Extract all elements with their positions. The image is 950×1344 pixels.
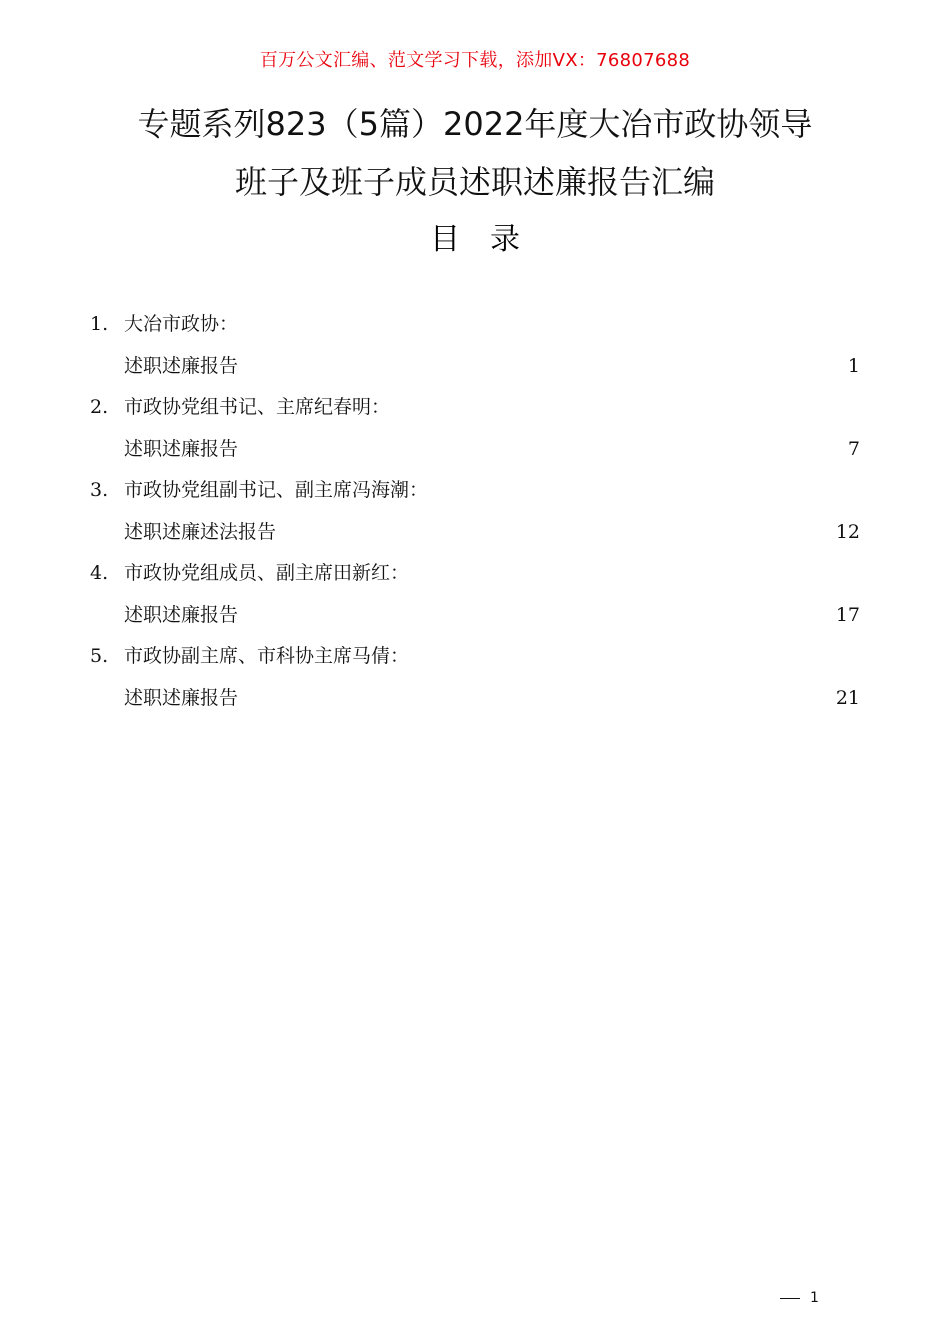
toc-entry-number: 1. xyxy=(90,313,109,335)
document-title-line-1: 专题系列823（5篇）2022年度大冶市政协领导 xyxy=(137,105,813,143)
toc-entry-number: 3. xyxy=(90,479,109,501)
toc-entry-number: 5. xyxy=(90,645,109,667)
table-of-contents xyxy=(90,304,860,719)
footer-page-number: 1 xyxy=(810,1290,819,1306)
toc-entry-number: 2. xyxy=(90,396,109,418)
toc-heading: 目录 xyxy=(430,222,550,257)
toc-entry-page: 1 xyxy=(847,354,860,377)
document-title-line-2: 班子及班子成员述职述廉报告汇编 xyxy=(234,163,715,201)
toc-entry-page: 17 xyxy=(835,603,860,626)
toc-entry-title[interactable]: 述职述廉报告 xyxy=(124,686,239,709)
toc-entry-page: 7 xyxy=(847,437,860,460)
promo-banner: 百万公文汇编、范文学习下载，添加VX：76807688 xyxy=(259,50,691,71)
toc-entry-4[interactable] xyxy=(90,553,860,636)
toc-entry-3[interactable] xyxy=(90,470,860,553)
toc-entry-title[interactable]: 述职述廉报告 xyxy=(124,603,239,626)
toc-entry-author: 市政协党组书记、主席纪春明： xyxy=(124,396,391,418)
toc-entry-page: 21 xyxy=(835,686,860,709)
footer-dash xyxy=(780,1298,800,1299)
toc-entry-title[interactable]: 述职述廉报告 xyxy=(124,437,239,460)
toc-entry-title[interactable]: 述职述廉述法报告 xyxy=(124,520,277,543)
toc-entry-title[interactable]: 述职述廉报告 xyxy=(124,354,239,377)
toc-entry-author: 市政协党组副书记、副主席冯海潮： xyxy=(124,479,429,501)
page-footer xyxy=(780,1290,819,1306)
toc-entry-1[interactable] xyxy=(90,304,860,387)
toc-entry-2[interactable] xyxy=(90,387,860,470)
toc-entry-author: 市政协党组成员、副主席田新红： xyxy=(124,562,410,584)
toc-entry-number: 4. xyxy=(90,562,109,584)
toc-entry-5[interactable] xyxy=(90,636,860,719)
toc-entry-page: 12 xyxy=(835,520,860,543)
toc-entry-author: 大冶市政协： xyxy=(124,313,239,335)
toc-entry-author: 市政协副主席、市科协主席马倩： xyxy=(124,645,410,667)
